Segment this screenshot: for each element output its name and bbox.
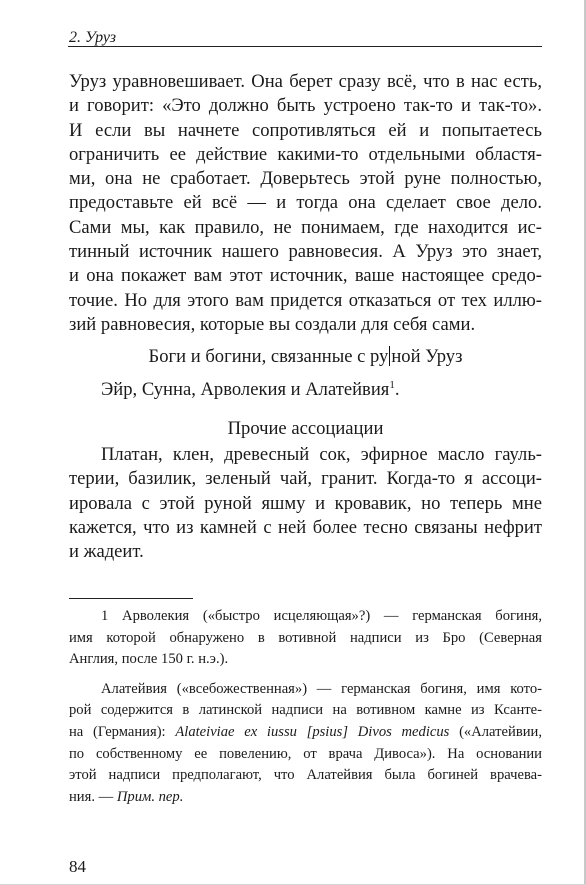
text-line: ми, она не сработает. Доверьтесь этой руне полностью,	[69, 168, 542, 190]
footnote-line	[69, 787, 542, 809]
heading-gods	[69, 345, 542, 369]
text-line: Сами мы, как правило, не понимаем, где находится ис-	[69, 216, 542, 238]
page-number: 84	[69, 857, 86, 876]
gods-list	[101, 373, 400, 402]
translator-note: Прим. пер.	[116, 788, 184, 805]
text-line: тинный источник нашего равновесия. А Уруз это знает,	[69, 241, 542, 263]
footnote-line: Англия, после 150 г. н.э.).	[69, 651, 229, 668]
footnote-rule	[69, 598, 193, 599]
text-line: зий равновесия, которые вы создали для себя сами.	[69, 313, 476, 335]
footnote-text: («Алатейвии,	[449, 723, 542, 740]
text-line: Платан, клен, древесный сок, эфирное масло гауль-	[101, 444, 542, 465]
header-rule	[68, 46, 542, 47]
footnote-line: Алатейвия («всебожественная») — германская богиня, имя кото-	[101, 680, 542, 697]
text-line: точие. Но для этого вам придется отказаться от тех иллю-	[69, 289, 542, 311]
footnote-text: ния. —	[69, 788, 117, 805]
text-line: и она покажет вам этот источник, ваше настоящее средо-	[69, 265, 542, 287]
footnote-line: по собственному ее повелению, от врача Дивоса»). На основании	[69, 745, 542, 762]
text-line: И если вы начнете сопротивляться ей и попытаетесь	[69, 119, 542, 141]
text-line: ограничить ее действие какими-то отдельными областя-	[69, 143, 542, 165]
text-line: и жадеит.	[69, 541, 144, 563]
footnote-line: этой надписи предполагают, что Алатейвия была богиней врачева-	[69, 767, 542, 784]
text-line: кажется, что из камней с ней более тесно связаны нефрит	[69, 516, 542, 538]
gods-period: .	[394, 379, 400, 400]
footnote-text: на (Германия):	[69, 723, 176, 740]
text-line: Уруз уравновешивает. Она берет сразу всё, что в нас есть,	[69, 71, 542, 92]
running-head: 2. Уруз	[69, 29, 117, 46]
footnote-ref-1[interactable]: 1	[389, 379, 395, 391]
heading-associations: Прочие ассоциации	[227, 418, 384, 439]
heading-gods-part1: Боги и богини, связанные с ру	[148, 346, 389, 367]
footnote-line: имя которой обнаружено в вотивной надписи из Бро (Северная	[69, 629, 542, 646]
footnote-line: рой содержится в латинской надписи на вотивном камне из Ксанте-	[69, 702, 542, 719]
text-line: ировала с этой руной яшму и кровавик, но теперь мне	[69, 492, 542, 514]
latin-inscription: Alateiviae ex iussu [psius] Divos medicus	[175, 723, 450, 740]
footnote-line	[69, 722, 542, 744]
text-line: предоставьте ей всё — и тогда она сделает свое дело.	[69, 192, 542, 214]
heading-gods-part2: ной Уруз	[391, 346, 463, 367]
footnote-line: 1 Арволекия («быстро исцеляющая»?) — германская богиня,	[101, 608, 542, 624]
text-line: и говорит: «Это должно быть устроено так-то и так-то».	[69, 95, 542, 117]
gods-names: Эйр, Сунна, Арволекия и Алатейвия	[101, 379, 390, 400]
paragraph-uruz-balance	[69, 70, 542, 337]
paragraph-associations	[69, 443, 542, 564]
footnotes	[69, 606, 542, 808]
text-line: терии, базилик, зеленый чай, гранит. Когда-то я ассоци-	[69, 468, 542, 490]
